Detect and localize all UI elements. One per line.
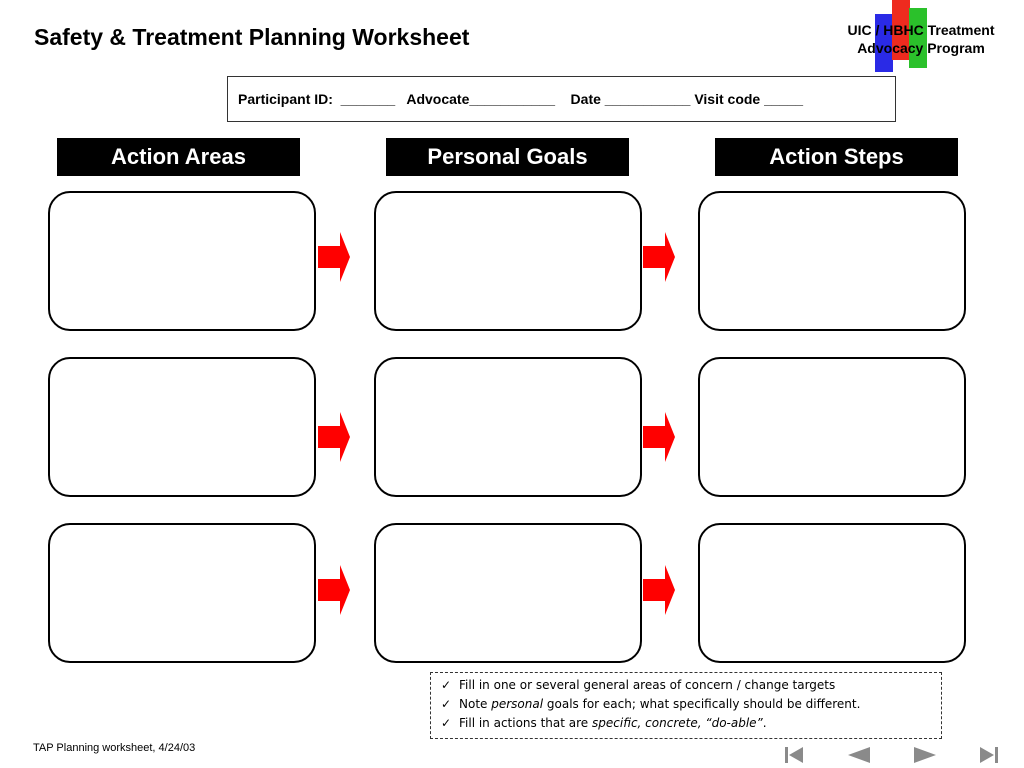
checkmark-icon: ✓ <box>441 697 452 711</box>
last-slide-icon <box>980 746 998 764</box>
arrow-right-icon <box>643 565 675 615</box>
arrow-right-icon <box>318 565 350 615</box>
instruction-text-end: . <box>762 716 767 730</box>
column-header-action-areas: Action Areas <box>57 138 300 176</box>
logo-line-1: UIC / HBHC Treatment <box>847 22 995 38</box>
arrow-right-icon <box>643 412 675 462</box>
logo-line-2: Advocacy Program <box>857 40 985 56</box>
instruction-text: Note <box>459 697 492 711</box>
program-logo <box>826 0 1016 78</box>
instruction-item-1 <box>441 676 941 695</box>
arrow-right-icon <box>318 232 350 282</box>
action-area-box-3[interactable] <box>48 523 316 663</box>
instruction-item-2 <box>441 695 941 714</box>
next-slide-button[interactable] <box>912 742 938 768</box>
action-area-box-1[interactable] <box>48 191 316 331</box>
personal-goal-box-2[interactable] <box>374 357 642 497</box>
footer-text: TAP Planning worksheet, 4/24/03 <box>33 742 196 754</box>
instruction-emphasis: specific, concrete, “do-able” <box>592 716 763 730</box>
next-slide-icon <box>914 746 936 764</box>
participant-info-box[interactable] <box>227 76 896 122</box>
checkmark-icon: ✓ <box>441 716 452 730</box>
action-step-box-2[interactable] <box>698 357 966 497</box>
action-step-box-3[interactable] <box>698 523 966 663</box>
instruction-text: Fill in actions that are <box>459 716 593 730</box>
action-step-box-1[interactable] <box>698 191 966 331</box>
arrow-right-icon <box>318 412 350 462</box>
instructions-box <box>430 672 942 739</box>
instruction-item-3 <box>441 714 941 733</box>
arrow-right-icon <box>643 232 675 282</box>
last-slide-button[interactable] <box>978 742 1000 768</box>
first-slide-icon <box>785 746 803 764</box>
instruction-emphasis: personal <box>491 697 544 711</box>
checkmark-icon: ✓ <box>441 678 452 692</box>
first-slide-button[interactable] <box>783 742 805 768</box>
page-title: Safety & Treatment Planning Worksheet <box>34 24 470 50</box>
instruction-text: Fill in one or several general areas of concern / change targets <box>459 678 836 692</box>
previous-slide-button[interactable] <box>846 742 872 768</box>
personal-goal-box-3[interactable] <box>374 523 642 663</box>
column-header-personal-goals: Personal Goals <box>386 138 629 176</box>
previous-slide-icon <box>848 746 870 764</box>
action-area-box-2[interactable] <box>48 357 316 497</box>
logo-text <box>826 21 1016 57</box>
personal-goal-box-1[interactable] <box>374 191 642 331</box>
participant-info-fields: Participant ID: _______ Advocate___________ Date ___________ Visit code _____ <box>238 91 804 107</box>
column-header-action-steps: Action Steps <box>715 138 958 176</box>
instruction-text-end: goals for each; what specifically should be different. <box>543 697 861 711</box>
